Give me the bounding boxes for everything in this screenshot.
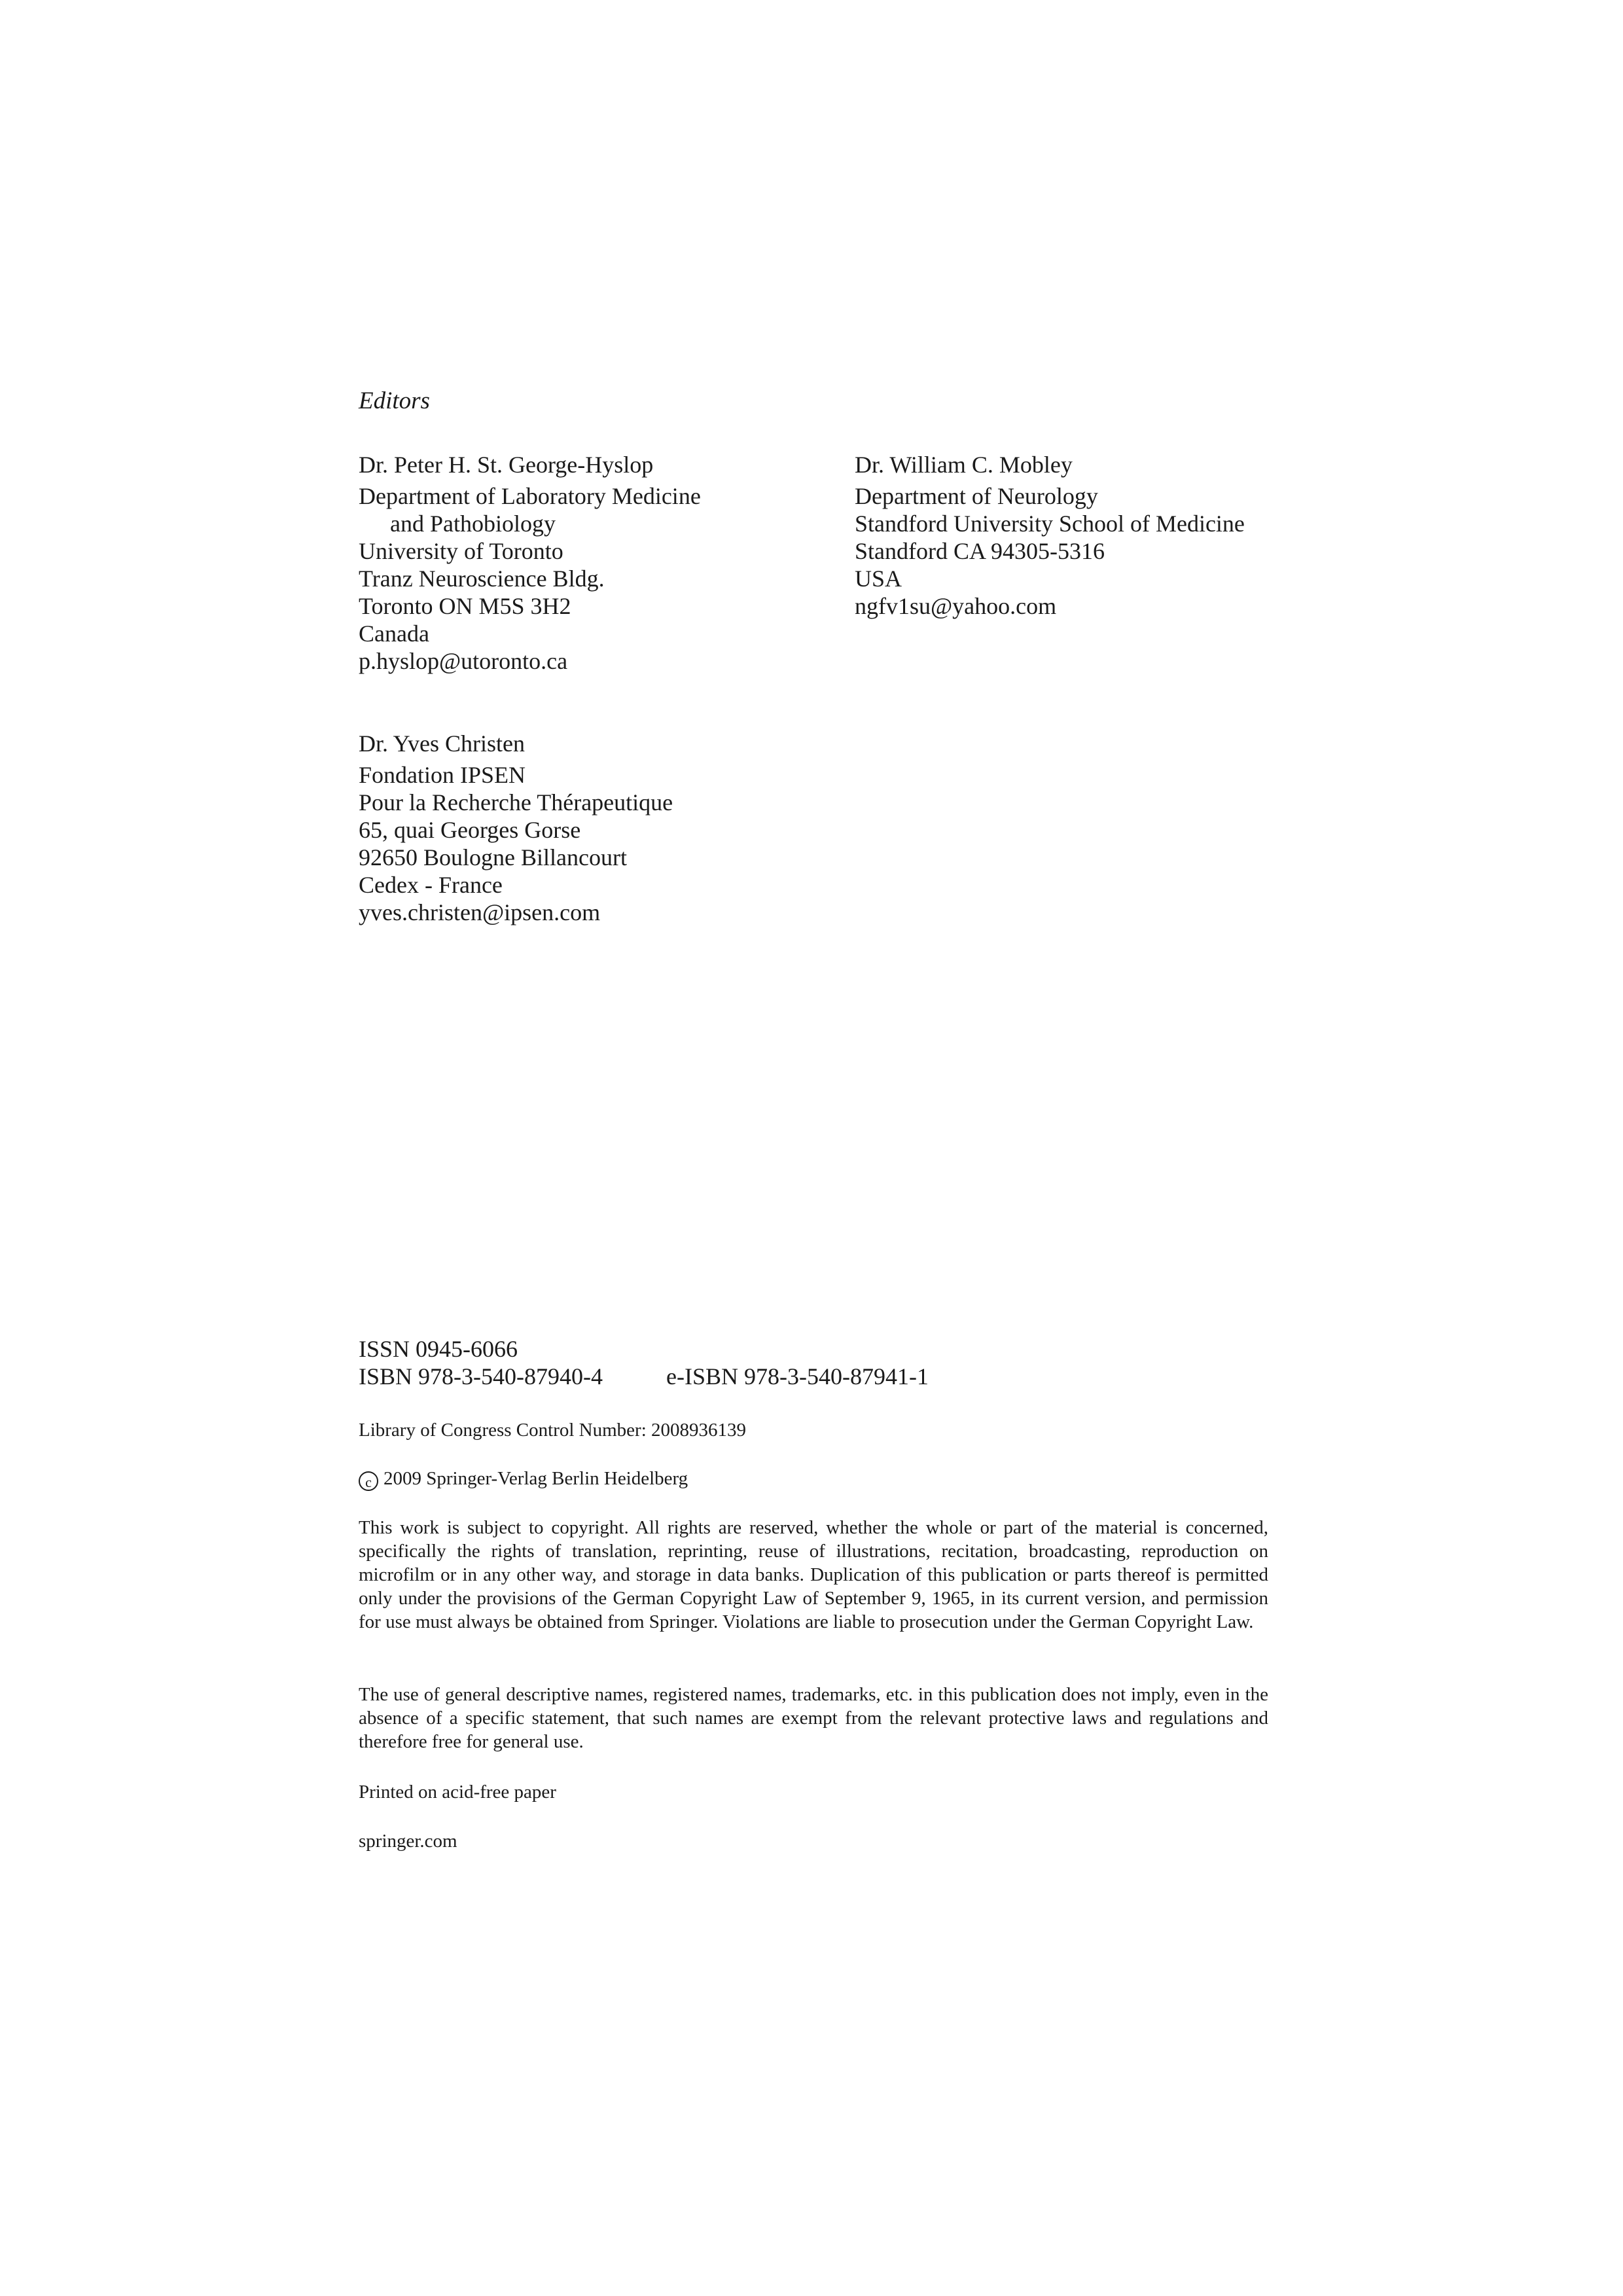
- editor-affiliation-line: Department of Neurology: [855, 483, 1098, 509]
- editor-email: ngfv1su@yahoo.com: [855, 593, 1057, 619]
- editor-address-line: Standford CA 94305-5316: [855, 538, 1105, 564]
- editor-address-line: Toronto ON M5S 3H2: [359, 593, 571, 619]
- printed-note: Printed on acid-free paper: [359, 1782, 556, 1803]
- copyright-notice-paragraph: This work is subject to copyright. All rights are reserved, whether the whole or part of the material is concerned, specifically the rights of translation, reprinting, reuse of illustrations, recitation, broadcasting, reproduction on microfilm or in any other way, and storage in data banks. Duplication of this publication or parts thereof is permitted only under the provisions of the German Copyright Law of September 9, 1965, in its current version, and permission for use must always be obtained from Springer. Violations are liable to prosecution under the German Copyright Law.: [359, 1517, 1268, 1632]
- editor-address-line: 65, quai Georges Gorse: [359, 817, 581, 843]
- copyright-text: 2009 Springer-Verlag Berlin Heidelberg: [383, 1468, 688, 1489]
- editor-address-line: 92650 Boulogne Billancourt: [359, 844, 627, 870]
- issn-row: [359, 1335, 603, 1363]
- e-isbn: e-ISBN 978-3-540-87941-1: [666, 1363, 929, 1390]
- editor-affiliation-line: and Pathobiology: [390, 511, 556, 537]
- editor-name: Dr. Yves Christen: [359, 730, 526, 757]
- editor-address-line: Tranz Neuroscience Bldg.: [359, 565, 605, 592]
- copyright-icon: c: [359, 1471, 378, 1491]
- trademark-notice-paragraph: The use of general descriptive names, registered names, trademarks, etc. in this publication does not imply, even in the absence of a specific statement, that such names are exempt from the relevant protective laws and regulations and therefore free for general use.: [359, 1684, 1268, 1752]
- editor-affiliation-line: Fondation IPSEN: [359, 762, 526, 788]
- isbn: ISBN 978-3-540-87940-4: [359, 1363, 603, 1390]
- editor-affiliation-line: University of Toronto: [359, 538, 563, 564]
- issn: ISSN 0945-6066: [359, 1336, 518, 1362]
- copyright-line: [359, 1467, 688, 1491]
- editor-affiliation-line: Department of Laboratory Medicine: [359, 483, 701, 509]
- editor-name: Dr. Peter H. St. George-Hyslop: [359, 452, 654, 478]
- editor-block-mobley: [855, 451, 1245, 620]
- editor-affiliation-line: Standford University School of Medicine: [855, 511, 1245, 537]
- editor-block-christen: [359, 730, 673, 926]
- publisher-website: springer.com: [359, 1831, 457, 1852]
- editor-block-hyslop: [359, 451, 701, 675]
- editor-country: Canada: [359, 620, 429, 647]
- editor-affiliation-line: Pour la Recherche Thérapeutique: [359, 789, 673, 816]
- editor-country: USA: [855, 565, 902, 592]
- editor-email: p.hyslop@utoronto.ca: [359, 648, 568, 674]
- editors-heading: Editors: [359, 387, 430, 414]
- lccn: Library of Congress Control Number: 2008936139: [359, 1420, 747, 1441]
- editor-country: Cedex - France: [359, 872, 503, 898]
- editor-email: yves.christen@ipsen.com: [359, 899, 601, 925]
- editor-name: Dr. William C. Mobley: [855, 452, 1073, 478]
- isbn-block: [359, 1335, 929, 1390]
- isbn-row: [359, 1363, 929, 1390]
